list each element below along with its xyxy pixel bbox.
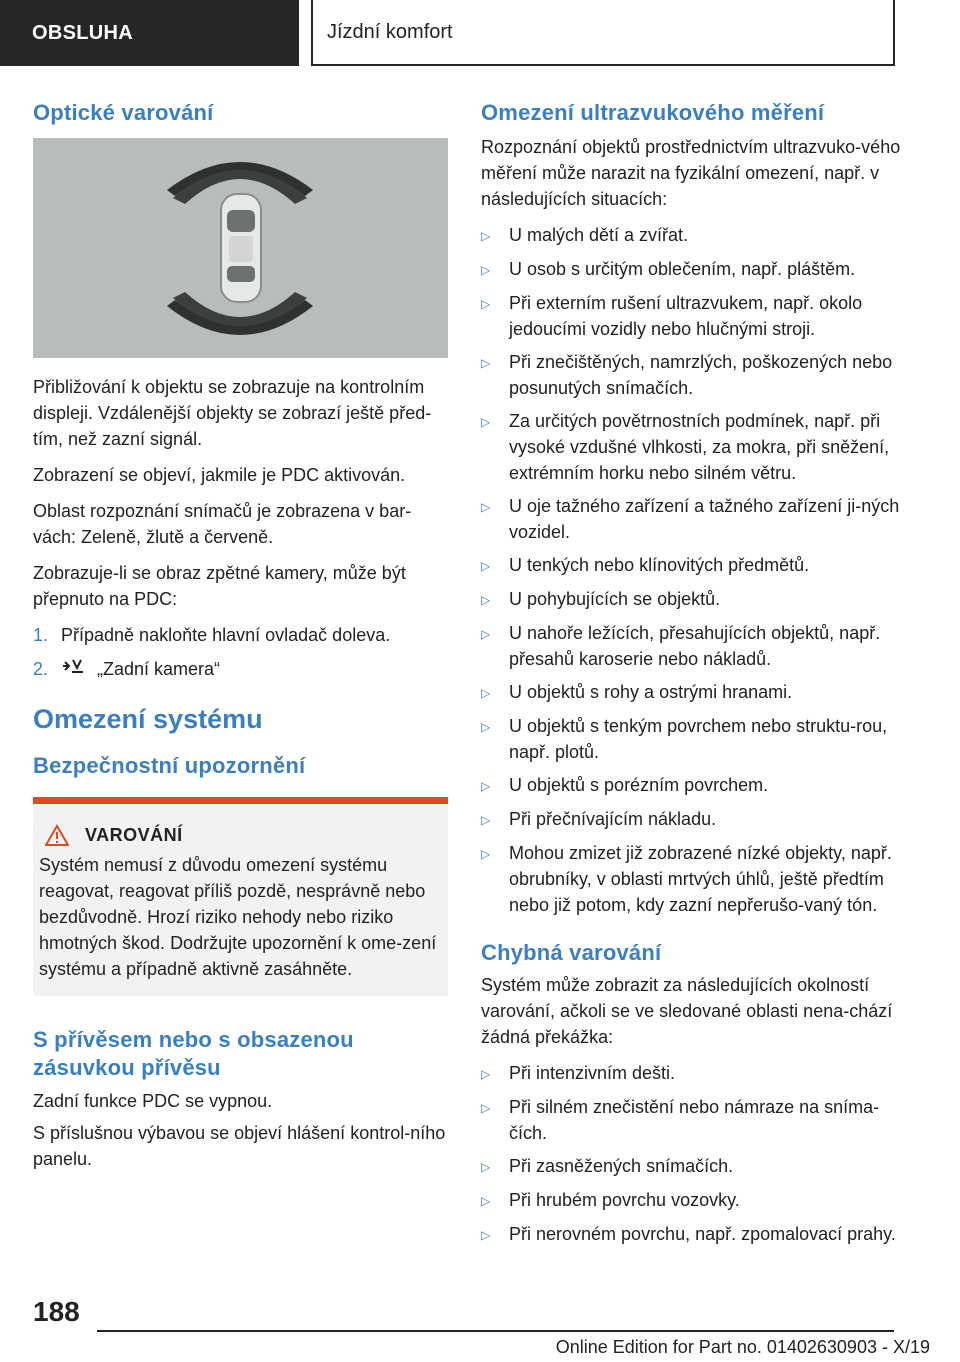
page-header [0,0,960,66]
list-item-text: Mohou zmizet již zobrazené nízké objekty, např. obrubníky, v oblasti mrtvých úhlů, ještě předtím nebo již potom, kdy zazní nepřerušo-vaný tón. [509,843,892,915]
bullet-triangle-icon: ▷ [481,263,491,277]
paragraph-trailer-pdc: Zadní funkce PDC se vypnou. [33,1091,273,1111]
bullet-triangle-icon: ▷ [481,229,491,243]
list-item-text: Při hrubém povrchu vozovky. [509,1190,740,1210]
list-item [481,772,901,799]
page-number: 188 [33,1296,80,1327]
list-item-text: Při nerovném povrchu, např. zpomalovací prahy. [509,1224,896,1244]
paragraph-trailer-message: S příslušnou výbavou se objeví hlášení kontrol-ního panelu. [33,1123,446,1169]
edition-note: Online Edition for Part no. 01402630903 - X/19 [555,1337,930,1357]
list-item [481,349,901,401]
list-item-text: U nahoře ležících, přesahujících objektů, např. přesahů karoserie nebo nákladů. [509,623,881,669]
right-column [481,100,901,1260]
bullet-triangle-icon: ▷ [481,847,491,861]
false-warnings-list [481,1060,901,1248]
step-number: 1. [33,625,49,645]
list-item [481,713,901,765]
bullet-triangle-icon: ▷ [481,356,491,370]
list-item [481,1153,901,1180]
bullet-triangle-icon: ▷ [481,1228,491,1242]
list-item [481,679,901,706]
bullet-triangle-icon: ▷ [481,1067,491,1081]
warning-triangle-icon [45,824,69,846]
list-item-text: Za určitých povětrnostních podmínek, např. při vysoké vzdušné vlhkosti, za mokra, při sněžení, extrémním horku nebo silném větru. [509,411,890,483]
bullet-triangle-icon: ▷ [481,627,491,641]
bullet-triangle-icon: ▷ [481,720,491,734]
bullet-triangle-icon: ▷ [481,813,491,827]
false-warnings-heading: Chybná varování [481,940,662,965]
left-column [33,100,448,1182]
list-item-text: U oje tažného zařízení a tažného zařízení ji-ných vozidel. [509,496,900,542]
car-top-view [221,194,261,302]
list-item [481,1187,901,1214]
safety-notes-heading: Bezpečnostní upozornění [33,753,306,778]
trailer-heading: S přívěsem nebo s obsazenou zásuvkou přívěsu [33,1027,354,1080]
list-item-text: U tenkých nebo klínovitých předmětů. [509,555,810,575]
bullet-triangle-icon: ▷ [481,297,491,311]
list-item-text: U pohybujících se objektů. [509,589,721,609]
list-item [33,656,448,682]
ultrasonic-limits-heading: Omezení ultrazvukového měření [481,100,825,125]
list-item-text: U objektů s porézním povrchem. [509,775,769,795]
warning-label: VAROVÁNÍ [85,824,183,845]
false-warnings-intro: Systém může zobrazit za následujících okolností varování, ačkoli se ve sledované oblasti nena-chází žádná překážka: [481,975,893,1047]
list-item-text: U osob s určitým oblečením, např. pláštěm. [509,259,856,279]
section-tab: OBSLUHA [0,0,299,66]
bullet-triangle-icon: ▷ [481,559,491,573]
list-item [33,622,448,648]
ultrasonic-intro: Rozpoznání objektů prostřednictvím ultrazvuko-vého měření může narazit na fyzikální omezení, např. v následujících situacích: [481,137,901,209]
rear-camera-icon [61,656,85,676]
step-text: Případně nakloňte hlavní ovladač doleva. [61,625,391,645]
list-item-text: U objektů s rohy a ostrými hranami. [509,682,793,702]
list-item [481,1221,901,1248]
list-item-text: Při intenzivním dešti. [509,1063,676,1083]
list-item-text: Při znečištěných, namrzlých, poškozených nebo posunutých snímačích. [509,352,893,398]
list-item [481,290,901,342]
list-item [481,552,901,579]
list-item-text: U malých dětí a zvířat. [509,225,689,245]
paragraph-colors: Oblast rozpoznání snímačů je zobrazena v bar-vách: Zeleně, žlutě a červeně. [33,501,412,547]
list-item-text: Při zasněžených snímačích. [509,1156,734,1176]
paragraph-approach: Přibližování k objektu se zobrazuje na kontrolním displeji. Vzdálenější objekty se zobrazí ještě před-tím, než zazní signál. [33,377,432,449]
bullet-triangle-icon: ▷ [481,500,491,514]
paragraph-activation: Zobrazení se objeví, jakmile je PDC aktivován. [33,465,406,485]
list-item [481,493,901,545]
warning-text: Systém nemusí z důvodu omezení systému reagovat, reagovat příliš pozdě, nesprávně nebo bezdůvodně. Hrozí riziko nehody nebo riziko hmotných škod. Dodržujte upozornění k ome-zení systému a případně aktivně zasáhněte. [39,855,437,979]
switch-steps-list [33,622,448,682]
list-item [481,806,901,833]
list-item [481,586,901,613]
warning-header [39,824,442,846]
warning-box [33,797,448,996]
chapter-tab: Jízdní komfort [311,0,895,66]
optical-warning-heading: Optické varování [33,100,214,125]
bullet-triangle-icon: ▷ [481,686,491,700]
bullet-triangle-icon: ▷ [481,1101,491,1115]
list-item [481,1094,901,1146]
bullet-triangle-icon: ▷ [481,1194,491,1208]
footer-divider [97,1330,894,1332]
step-number: 2. [33,659,49,679]
bullet-triangle-icon: ▷ [481,415,491,429]
pdc-display-image [33,138,448,358]
paragraph-camera-switch: Zobrazuje-li se obraz zpětné kamery, může být přepnuto na PDC: [33,563,406,609]
list-item [481,1060,901,1087]
bullet-triangle-icon: ▷ [481,593,491,607]
list-item [481,222,901,249]
bullet-triangle-icon: ▷ [481,779,491,793]
list-item [481,408,901,486]
ultrasonic-limits-list [481,222,901,918]
system-limits-heading: Omezení systému [33,704,263,734]
list-item-text: Při externím rušení ultrazvukem, např. okolo jedoucími vozidly nebo hlučnými stroji. [509,293,863,339]
list-item-text: Při přečnívajícím nákladu. [509,809,717,829]
list-item [481,256,901,283]
bullet-triangle-icon: ▷ [481,1160,491,1174]
list-item [481,840,901,918]
step-text: „Zadní kamera“ [97,659,221,679]
list-item-text: Při silném znečistění nebo námraze na sníma-čích. [509,1097,880,1143]
list-item-text: U objektů s tenkým povrchem nebo struktu-rou, např. plotů. [509,716,888,762]
list-item [481,620,901,672]
